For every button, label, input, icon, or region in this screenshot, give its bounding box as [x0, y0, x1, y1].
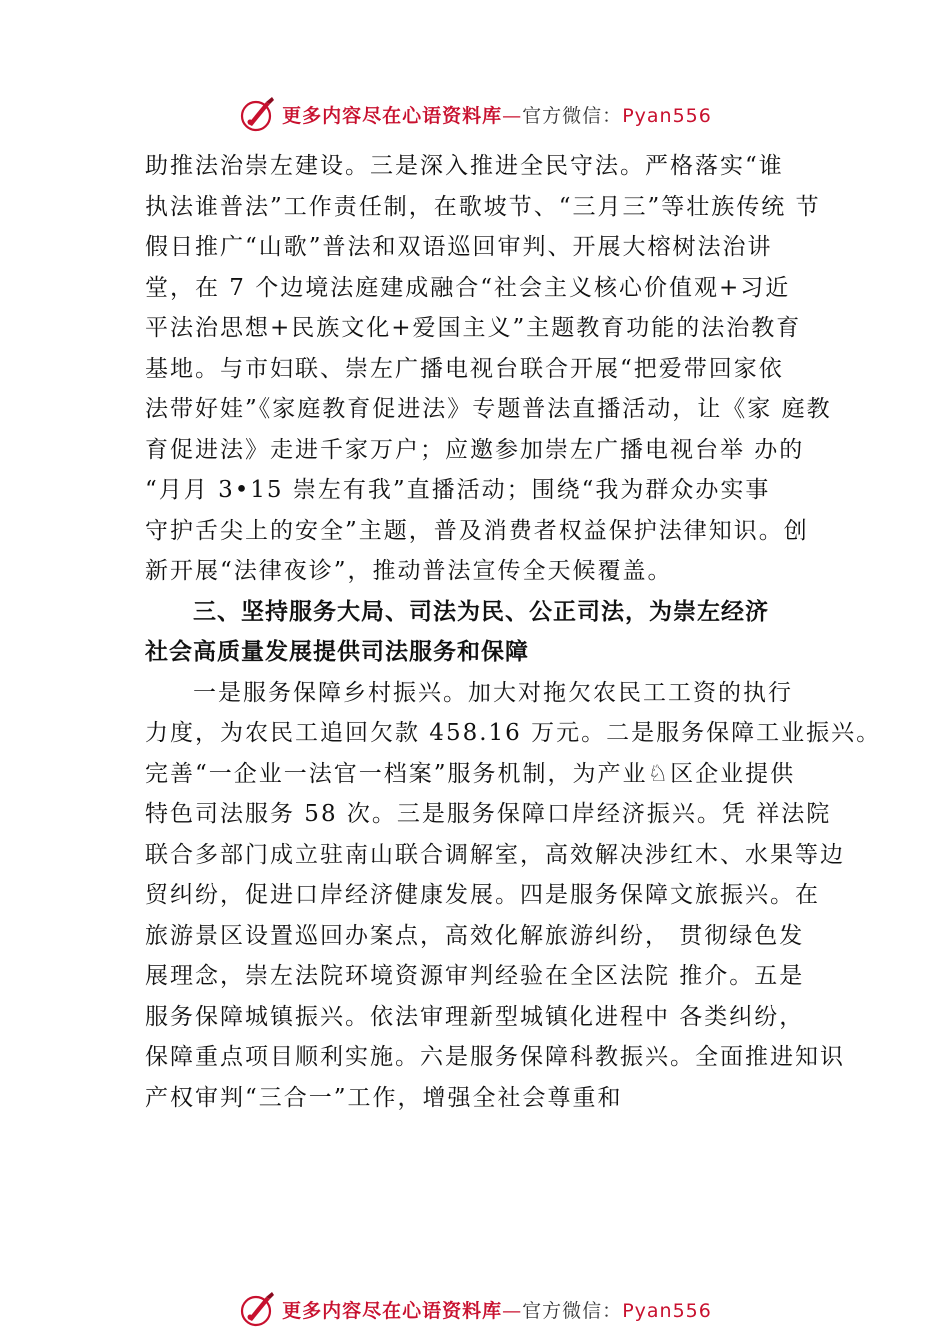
- banner-title: 更多内容尽在心语资料库: [282, 1299, 503, 1322]
- banner-text: [282, 1296, 712, 1323]
- section-heading-cont: 社会高质量发展提供司法服务和保障: [145, 639, 529, 665]
- banner-wechat-label: 官方微信：: [522, 1299, 623, 1322]
- banner-title: 更多内容尽在心语资料库: [282, 104, 503, 127]
- brush-logo-icon: [238, 94, 278, 134]
- body-line: 基地。与市妇联、崇左广播电视台联合开展“把爱带回家依: [145, 355, 784, 382]
- document-body: [145, 146, 882, 1118]
- footer-banner: [0, 1287, 950, 1331]
- body-line: 堂，在 7 个边境法庭建成融合“社会主义核心价值观+习近: [145, 274, 791, 301]
- banner-wechat-id: Pyan556: [622, 1299, 712, 1322]
- brush-logo-icon: [238, 1289, 278, 1329]
- body-line: 完善“一企业一法官一档案”服务机制，为产业♘区企业提供: [145, 760, 796, 787]
- body-line: 产权审判“三合一”工作，增强全社会尊重和: [145, 1084, 623, 1111]
- body-line: 一是服务保障乡村振兴。加大对拖欠农民工工资的执行: [193, 679, 793, 706]
- body-line: 展理念，崇左法院环境资源审判经验在全区法院 推介。五是: [145, 963, 805, 989]
- body-line: 法带好娃”《家庭教育促进法》专题普法直播活动，让《家 庭教: [145, 396, 832, 422]
- section-heading: 三、坚持服务大局、司法为民、公正司法，为崇左经济: [193, 598, 769, 625]
- body-line: “月月 3•15 崇左有我”直播活动；围绕“我为群众办实事: [145, 477, 771, 503]
- body-line: 联合多部门成立驻南山联合调解室，高效解决涉红木、水果等边: [145, 841, 845, 868]
- body-line: 平法治思想+民族文化+爱国主义”主题教育功能的法治教育: [145, 315, 802, 341]
- body-line: 保障重点项目顺利实施。六是服务保障科教振兴。全面推进知识: [145, 1044, 845, 1070]
- body-line: 育促进法》走进千家万户；应邀参加崇左广播电视台举 办的: [145, 436, 805, 463]
- body-line: 假日推广“山歌”普法和双语巡回审判、开展大榕树法治讲: [145, 234, 773, 260]
- body-line: 执法谁普法”工作责任制，在歌坡节、“三月三”等壮族传统 节: [145, 193, 821, 220]
- body-line: 守护舌尖上的安全”主题，普及消费者权益保护法律知识。创: [145, 517, 809, 544]
- body-line: 服务保障城镇振兴。依法审理新型城镇化进程中 各类纠纷，: [145, 1003, 805, 1030]
- body-line: 特色司法服务 58 次。三是服务保障口岸经济振兴。凭 祥法院: [145, 801, 832, 827]
- header-banner: [0, 92, 950, 136]
- banner-dash: —: [502, 104, 523, 127]
- banner-wechat-id: Pyan556: [622, 104, 712, 127]
- body-line: 助推法治崇左建设。三是深入推进全民守法。严格落实“谁: [145, 153, 784, 179]
- banner-text: [282, 101, 712, 128]
- banner-wechat-label: 官方微信：: [522, 104, 623, 127]
- body-line: 贸纠纷，促进口岸经济健康发展。四是服务保障文旅振兴。在: [145, 882, 820, 908]
- banner-dash: —: [502, 1299, 523, 1322]
- body-line: 旅游景区设置巡回办案点，高效化解旅游纠纷， 贯彻绿色发: [145, 922, 805, 949]
- body-line: 力度，为农民工追回欠款 458.16 万元。二是服务保障工业振兴。: [145, 720, 882, 746]
- body-line: 新开展“法律夜诊”，推动普法宣传全天候覆盖。: [145, 558, 673, 584]
